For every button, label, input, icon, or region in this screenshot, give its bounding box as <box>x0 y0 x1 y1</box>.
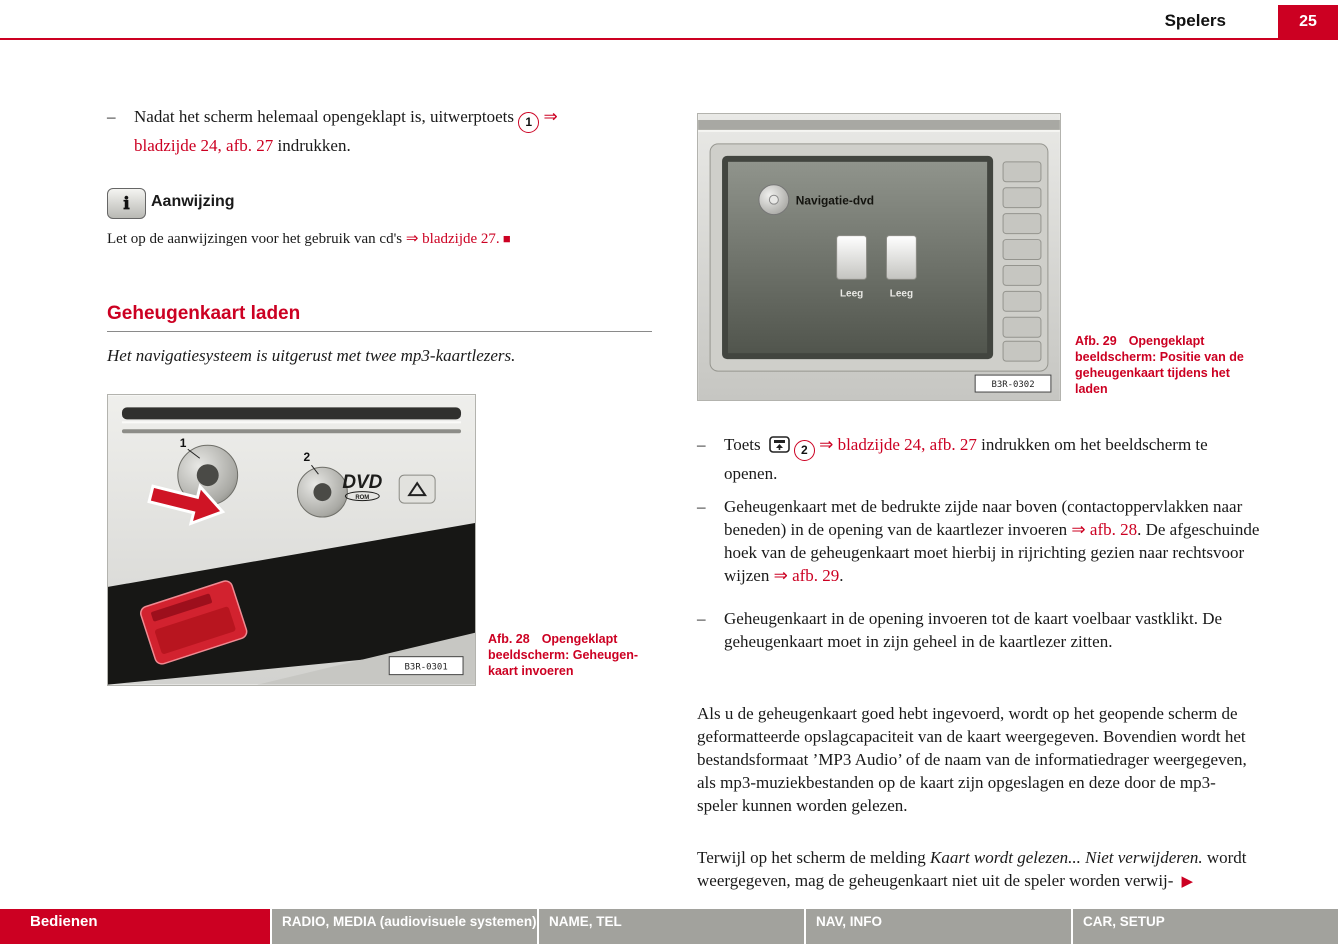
figure-callout-2: 2 <box>303 450 311 465</box>
display-key-icon <box>769 435 790 460</box>
card-slot-2-label: Leeg <box>889 288 914 300</box>
list-item-insert-card <box>697 495 1280 587</box>
figure-29-image <box>697 113 1061 401</box>
page-header-title: Spelers <box>1164 11 1226 30</box>
figure-code: B3R-0301 <box>404 662 448 673</box>
bullet-dash: – <box>697 609 706 628</box>
card-slot-illustration <box>108 395 475 685</box>
info-icon: ℹ <box>107 188 146 219</box>
callout-1-icon: 1 <box>518 112 539 133</box>
head-unit-illustration <box>698 114 1060 400</box>
figure-28-caption <box>488 631 656 679</box>
note-title: Aanwijzing <box>151 193 235 210</box>
section-end-marker: ■ <box>499 231 511 246</box>
figure-number: Afb. 28 <box>488 632 530 646</box>
bullet-dash: – <box>697 435 706 454</box>
cross-reference-link: ⇒ bladzijde 27. <box>405 231 500 247</box>
figure-callout-1: 1 <box>179 436 187 451</box>
list-item-open-screen <box>697 432 1264 486</box>
text-segment: Let op de aanwijzingen voor het gebruik van cd's <box>107 231 406 247</box>
section-intro: Het navigatiesysteem is uitgerust met twee mp3-kaartlezers. <box>107 346 516 365</box>
section-heading: Geheugenkaart laden <box>107 303 301 324</box>
footer-tab-radio-media: RADIO, MEDIA (audiovisuele systemen) <box>272 909 537 944</box>
page-number-badge: 25 <box>1278 5 1338 38</box>
figure-29-caption <box>1075 333 1249 397</box>
bullet-dash: – <box>697 497 706 516</box>
body-paragraph <box>697 846 1253 894</box>
figure-number: Afb. 29 <box>1075 334 1117 348</box>
text-segment: wordt weergegeven, mag de geheugenkaart niet uit de speler worden verwij- <box>697 848 1247 890</box>
cross-reference-link: ⇒ bladzijde 24, afb. 27 <box>134 107 558 155</box>
dvd-logo: DVD <box>342 472 383 494</box>
footer-tab-nav-info: NAV, INFO <box>806 909 1071 944</box>
text-segment: Nadat het scherm helemaal opengeklapt is, uitwerptoets <box>134 107 519 126</box>
footer-tab-car-setup: CAR, SETUP <box>1073 909 1338 944</box>
list-item-click-card <box>697 607 1280 653</box>
cross-reference-link: ⇒ afb. 29 <box>773 566 840 585</box>
cross-reference-link: ⇒ bladzijde 24, afb. 27 <box>814 435 977 454</box>
card-slot-2 <box>886 236 916 280</box>
footer-nav <box>0 909 1338 944</box>
text-segment: indrukken. <box>273 135 351 155</box>
note-block <box>107 188 659 258</box>
figure-28-image <box>107 394 476 686</box>
footer-tab-bedienen: Bedienen <box>0 909 270 944</box>
card-slot-1-label: Leeg <box>839 288 864 300</box>
figure-code: B3R-0302 <box>991 380 1035 391</box>
header-rule <box>0 38 1338 40</box>
text-segment: Toets <box>724 435 765 454</box>
caption-text: Opengeklapt beeldscherm: Positie van de geheugenkaart tijdens het laden <box>1075 334 1244 396</box>
dvd-rom-label: ROM <box>355 495 370 502</box>
text-segment: indrukken om het beeldscherm te openen. <box>724 435 1208 483</box>
body-paragraph: Als u de geheugenkaart goed hebt ingevoerd, wordt op het geopende scherm de geformatteerde opslagcapaciteit van de kaart weergegeven. Bovendien wordt het bestandsformaat ’MP3 Audio’ of de naam van de informatiedrager weergegeven, als mp3-muziekbestanden op de kaart zijn opgeslagen en deze door de mp3-speler kunnen worden gelezen. <box>697 704 1247 815</box>
card-slot-1 <box>837 236 867 280</box>
caption-text: Opengeklapt beeldscherm: Geheugenkaart invoeren <box>488 632 639 678</box>
text-segment: Terwijl op het scherm de melding <box>697 848 930 867</box>
text-segment: Geheugenkaart met de bedrukte zijde naar boven (contactoppervlakken naar beneden) in de opening van de kaartlezer invoeren <box>724 497 1243 539</box>
section-heading-rule <box>107 331 652 332</box>
list-item-eject-key <box>107 104 604 159</box>
screen-title: Navigatie-dvd <box>795 193 875 208</box>
text-segment: . <box>839 566 844 585</box>
note-body <box>107 229 659 248</box>
page-continues-icon: ▶ <box>1181 874 1193 890</box>
cross-reference-link: ⇒ afb. 28 <box>1071 520 1138 539</box>
text-segment: Geheugenkaart in de opening invoeren tot de kaart voelbaar vastklikt. De geheugenkaart moet in zijn geheel in de kaartlezer zitten. <box>724 609 1223 651</box>
text-segment: . De afgeschuinde hoek van de geheugenkaart moet hierbij in rijrichting gezien naar rechtsvoor wijzen <box>724 520 1260 585</box>
bullet-dash: – <box>107 107 116 126</box>
cd-slot <box>122 407 461 419</box>
footer-tab-name-tel: NAME, TEL <box>539 909 804 944</box>
eject-button <box>399 475 435 503</box>
screen-message-text: Kaart wordt gelezen... Niet verwijderen. <box>929 848 1203 867</box>
callout-2-icon: 2 <box>794 440 815 461</box>
